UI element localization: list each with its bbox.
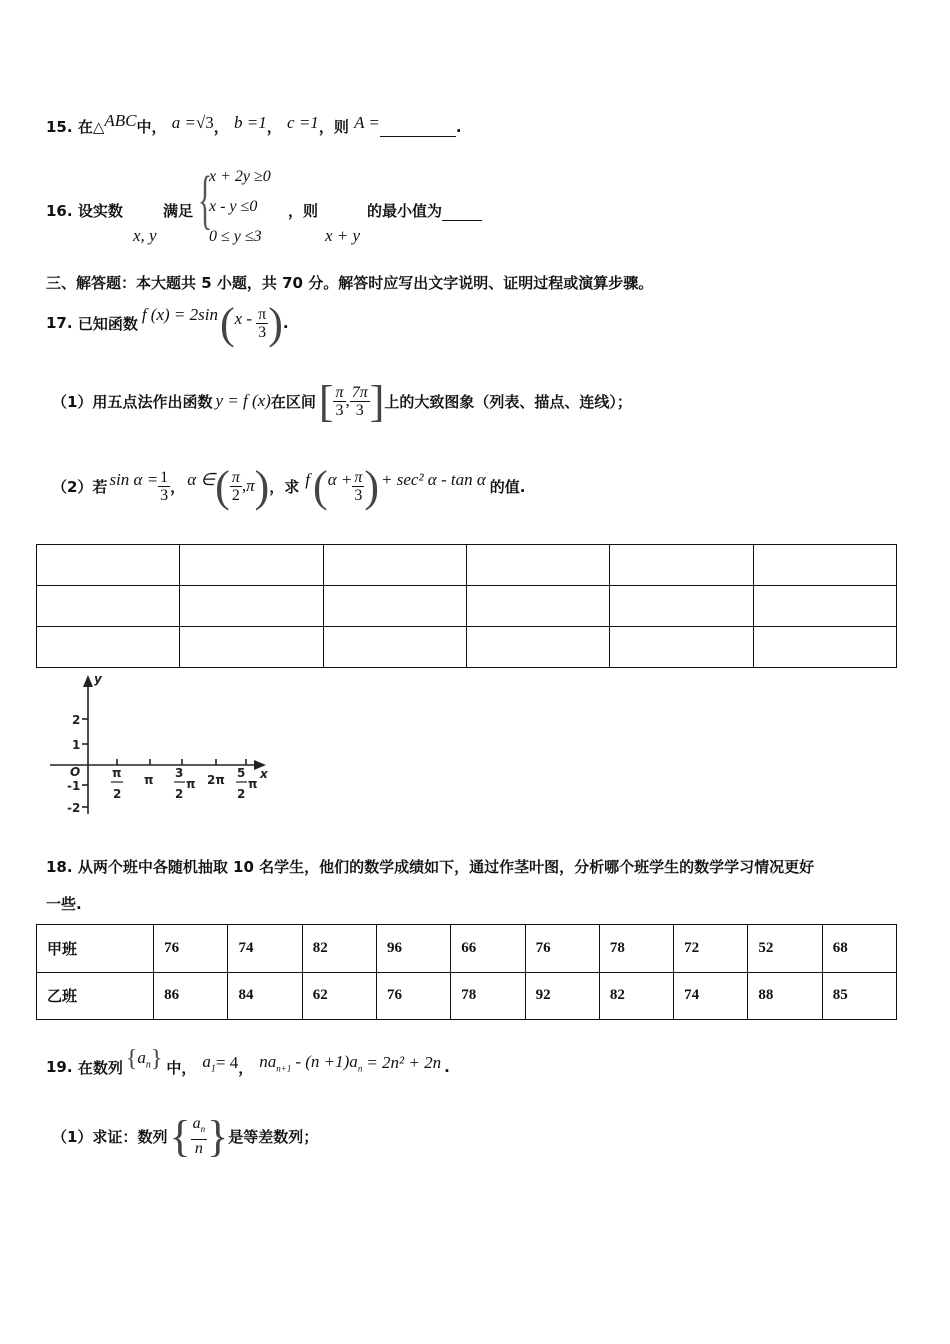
q15-c: c =1 [287, 113, 319, 132]
score-cell: 82 [599, 972, 673, 1020]
q19-rec-mid [295, 1052, 362, 1073]
q16-vars: x, y [133, 226, 157, 245]
q17-table-cell[interactable] [610, 627, 753, 668]
question-18 [46, 856, 814, 877]
q17-one-third-den: 3 [160, 486, 169, 504]
q16-label1: 设实数 [77, 202, 123, 220]
q17-half-pi [230, 469, 242, 504]
x-tick-1-den: 2 [113, 787, 122, 801]
q17-part1-mid: 在区间 [270, 392, 316, 411]
y-axis-label: y [94, 672, 102, 686]
score-cell: 62 [302, 972, 376, 1020]
q19-frac-brace-left: { [169, 1111, 191, 1161]
q15-triangle: ABC [104, 111, 137, 130]
q17-table-cell[interactable] [37, 586, 180, 627]
q17-half-pi-den: 2 [231, 486, 240, 504]
x-tick-2-label: π [144, 773, 154, 787]
q17-table-cell[interactable] [180, 586, 323, 627]
q17-table-cell[interactable] [466, 545, 609, 586]
score-cell: 68 [822, 925, 896, 973]
q16-label2: 满足 [163, 202, 194, 220]
q19-rec-lhs [259, 1052, 291, 1073]
x-tick-3-num: 3 [175, 766, 184, 780]
q16-brace: { [198, 163, 213, 236]
q17-interval-a-num: π [335, 383, 344, 401]
q17-table-cell[interactable] [753, 545, 896, 586]
q17-table-cell[interactable] [610, 545, 753, 586]
score-cell: 76 [525, 925, 599, 973]
q15-mid: 中， [136, 118, 167, 136]
question-17 [46, 298, 289, 348]
q17-intro: 已知函数 [77, 314, 138, 333]
q18-line2: 一些. [46, 895, 82, 913]
q17-pi-end: ,π [241, 476, 255, 495]
origin-label: O [70, 765, 81, 779]
q19-part1-label: （1）求证：数列 [52, 1127, 168, 1146]
q17-interval-a [333, 384, 345, 419]
q15-end: . [455, 118, 462, 136]
x-tick-5-num: 5 [237, 766, 246, 780]
q19-part-1 [52, 1108, 318, 1164]
score-cell: 76 [154, 925, 228, 973]
q17-f-paren-right: ) [364, 461, 380, 511]
x-tick-3-tail: π [186, 777, 196, 791]
score-cell: 52 [748, 925, 822, 973]
q17-half-pi-num: π [231, 468, 240, 486]
q17-interval-b-den: 3 [355, 401, 364, 419]
q19-mid: 中， [166, 1058, 197, 1077]
q19-part1-tail: 是等差数列； [228, 1127, 319, 1146]
q17-period: . [282, 314, 289, 332]
q17-table-cell[interactable] [37, 545, 180, 586]
x-tick-3-den: 2 [175, 787, 184, 801]
q18-score-table [36, 924, 897, 1020]
q17-table-cell[interactable] [466, 627, 609, 668]
q17-interval-a-den: 3 [335, 401, 344, 419]
q19-a1-val: = 4 [215, 1053, 239, 1072]
q19-frac-brace-right: } [207, 1111, 229, 1161]
q17-table-cell[interactable] [180, 545, 323, 586]
q17-f-paren-left: ( [313, 461, 328, 511]
q16-number: 16. [46, 202, 73, 220]
q17-interval-b-num: 7π [351, 383, 368, 401]
score-cell: 84 [228, 972, 302, 1020]
score-cell: 74 [674, 972, 748, 1020]
q19-rec-lhs-text: na [259, 1052, 277, 1072]
q15-sqrt: √3 [195, 113, 214, 132]
q19-frac-den: n [194, 1139, 203, 1157]
q17-coordinate-graph [44, 672, 284, 822]
score-cell: 88 [748, 972, 822, 1020]
score-cell: 96 [377, 925, 451, 973]
q17-sin-expr: sin α = [109, 470, 159, 489]
q19-a1 [202, 1052, 216, 1074]
q17-one: 1 [160, 468, 169, 486]
q17-table-cell[interactable] [753, 627, 896, 668]
score-cell: 86 [154, 972, 228, 1020]
q17-interval-b [350, 384, 370, 419]
q17-table-cell[interactable] [323, 586, 466, 627]
q17-bracket-left: [ [318, 376, 334, 426]
q17-table-cell[interactable] [753, 586, 896, 627]
q19-frac-num [191, 1115, 208, 1139]
q17-close-paren: ) [254, 461, 270, 511]
x-axis-label: x [260, 767, 268, 781]
section-3-heading: 三、解答题：本大题共 5 小题，共 70 分。解答时应写出文字说明、证明过程或演算步骤。 [46, 274, 654, 292]
x-tick-4-label: 2π [207, 773, 225, 787]
q17-number: 17. [46, 314, 73, 332]
table-row [37, 972, 897, 1020]
q19-seq-sub: n [145, 1059, 151, 1071]
q19-comma: ， [238, 1058, 254, 1077]
q17-pi-third [352, 469, 364, 504]
q15-number: 15. [46, 118, 73, 136]
q16-constraint-3: 0 ≤ y ≤3 [209, 228, 262, 245]
q17-table-row [37, 545, 897, 586]
q17-open-paren: ( [215, 461, 230, 511]
q18-number: 18. [46, 858, 73, 876]
q15-prefix: 在△ [77, 118, 105, 136]
q19-seq [137, 1048, 151, 1070]
class-label: 乙班 [37, 972, 154, 1020]
q17-alpha-plus: α + [327, 470, 353, 489]
q17-part1-tail: 上的大致图象（列表、描点、连线）； [384, 392, 632, 411]
score-cell: 72 [674, 925, 748, 973]
q17-func: f (x) = 2sin [141, 305, 218, 324]
q16-answer-blank[interactable] [442, 220, 482, 221]
q17-part-2 [52, 461, 525, 511]
q16-then: ，则 [288, 202, 319, 220]
q17-table-cell[interactable] [610, 586, 753, 627]
q19-rec-sub2: n [357, 1063, 363, 1074]
q19-brace-left: { [125, 1045, 138, 1072]
q19-rec-rhs: = 2n² + 2n [366, 1053, 442, 1072]
q17-pi-third-den: 3 [354, 486, 363, 504]
q19-frac-num-a: a [192, 1115, 201, 1133]
score-cell: 85 [822, 972, 896, 1020]
q15-a: a = [171, 113, 196, 132]
q17-value-tail: 的值. [489, 477, 526, 496]
x-tick-5-den: 2 [237, 787, 246, 801]
q17-inner: x - [234, 309, 253, 328]
q15-b: b =1 [234, 113, 267, 132]
score-cell: 78 [599, 925, 673, 973]
q17-table-cell[interactable] [323, 545, 466, 586]
q17-pi-over-3 [256, 306, 268, 341]
q18-line1: 从两个班中各随机抽取 10 名学生，他们的数学成绩如下，通过作茎叶图，分析哪个班学生的数学学习情况更好 [77, 858, 815, 876]
q16-target: x + y [325, 226, 361, 245]
score-cell: 74 [228, 925, 302, 973]
score-cell: 76 [377, 972, 451, 1020]
score-cell: 66 [451, 925, 525, 973]
q16-tail-wrap [367, 200, 482, 221]
q19-fraction [191, 1115, 208, 1156]
score-cell: 82 [302, 925, 376, 973]
q19-frac-num-sub: n [200, 1124, 206, 1135]
q19-number: 19. [46, 1058, 73, 1076]
q17-one-third [158, 469, 170, 504]
q17-pi-third-num: π [354, 468, 363, 486]
q16-tail: 的最小值为 [367, 202, 443, 220]
y-tick-label-neg2: -2 [67, 801, 81, 815]
y-axis-arrow-icon [83, 675, 93, 687]
q17-pi: π [258, 305, 267, 323]
q16-constraints [209, 162, 271, 252]
q17-table-cell[interactable] [37, 627, 180, 668]
y-tick-label-2: 2 [72, 713, 81, 727]
q17-part-1 [52, 376, 632, 426]
q19-brace-right: } [150, 1045, 163, 1072]
q17-comma: ， [170, 477, 186, 496]
q17-table [36, 544, 897, 668]
q17-paren-right: ) [268, 298, 283, 348]
y-tick-label-1: 1 [72, 738, 81, 752]
q17-three: 3 [258, 323, 267, 341]
q17-table-cell[interactable] [180, 627, 323, 668]
q15-then: ，则 [318, 118, 349, 136]
q16-number-label [46, 200, 123, 221]
q17-sec-tan: + sec² α - tan α [381, 470, 486, 489]
table-row [37, 925, 897, 973]
q19-a1-sub: 1 [210, 1063, 216, 1075]
q17-table-cell[interactable] [323, 627, 466, 668]
q16-constraint-2: x - y ≤0 [209, 198, 258, 215]
question-19 [46, 1045, 450, 1089]
q19-rec-mid-text: - (n +1)a [295, 1052, 358, 1072]
q17-part2-label: （2）若 [52, 477, 108, 496]
q15-A: A = [354, 113, 380, 132]
q17-alpha-in: α ∈ [187, 470, 216, 489]
q17-ask: ，求 [269, 477, 300, 496]
question-15 [46, 111, 462, 137]
score-cell: 92 [525, 972, 599, 1020]
q19-intro: 在数列 [77, 1058, 123, 1077]
q17-table-row [37, 627, 897, 668]
q17-paren-left: ( [219, 298, 235, 348]
q17-bracket-right: ] [369, 376, 385, 426]
q15-comma2: ， [266, 118, 282, 136]
q19-period: . [444, 1058, 450, 1076]
q19-rec-sub1: n+1 [276, 1063, 292, 1074]
q15-answer-blank[interactable] [380, 136, 456, 137]
q17-table-cell[interactable] [466, 586, 609, 627]
q17-part1-func: y = f (x) [215, 391, 271, 410]
y-tick-label-neg1: -1 [67, 779, 81, 793]
q17-part1-label: （1）用五点法作出函数 [52, 392, 213, 411]
q17-interval-comma: , [345, 391, 350, 410]
x-tick-1-num: π [112, 766, 122, 780]
q16-constraint-1: x + 2y ≥0 [209, 168, 271, 185]
q19-seq-a: a [137, 1047, 146, 1067]
score-cell: 78 [451, 972, 525, 1020]
x-tick-5-tail: π [248, 777, 258, 791]
class-label: 甲班 [37, 925, 154, 973]
q17-table-row [37, 586, 897, 627]
q15-comma1: ， [213, 118, 229, 136]
q17-f: f [305, 470, 311, 489]
q19-a1-a: a [202, 1051, 211, 1071]
